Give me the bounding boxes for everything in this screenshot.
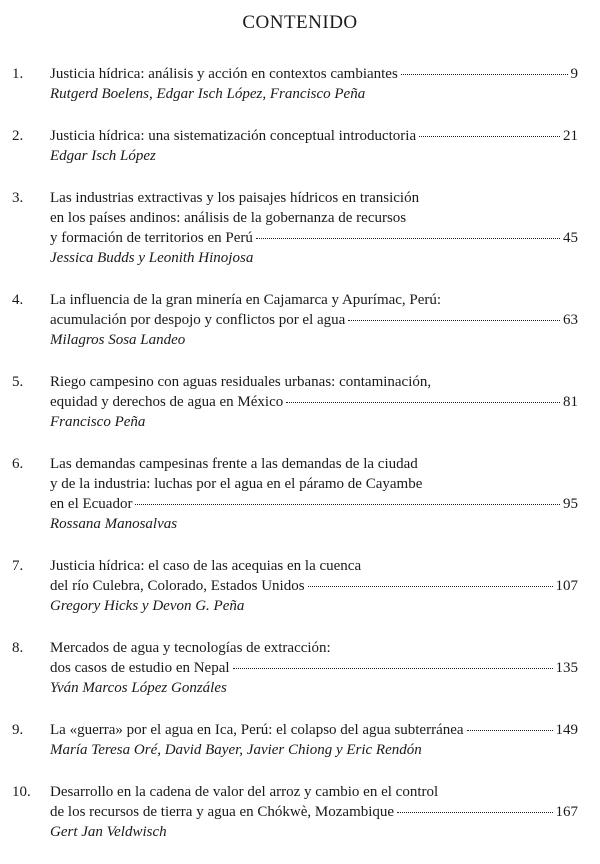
entry-number: 1.: [12, 66, 24, 82]
page-number: 81: [563, 394, 578, 410]
entry-number: 2.: [12, 128, 24, 144]
entry-title-text: Justicia hídrica: análisis y acción en contextos cambiantes: [50, 66, 398, 82]
entry-title-text: dos casos de estudio en Nepal: [50, 660, 230, 676]
entry-title-line: Desarrollo en la cadena de valor del arroz y cambio en el control: [50, 784, 439, 800]
entry-body: [50, 290, 578, 350]
entry-title-line: [50, 720, 578, 740]
page-number: 135: [555, 660, 578, 676]
entry-number: 6.: [12, 456, 24, 472]
entry-body: [50, 782, 578, 842]
entry-authors: María Teresa Oré, David Bayer, Javier Chiong y Eric Rendón: [50, 742, 422, 758]
entry-authors: Milagros Sosa Landeo: [50, 332, 186, 348]
entry-authors: Gert Jan Veldwisch: [50, 824, 167, 840]
entry-authors: Jessica Budds y Leonith Hinojosa: [50, 250, 254, 266]
dot-leader: [135, 504, 560, 505]
entry-title-line: Las demandas campesinas frente a las demandas de la ciudad: [50, 456, 418, 472]
toc-entry: [0, 782, 600, 842]
entry-title-line: en los países andinos: análisis de la gobernanza de recursos: [50, 210, 407, 226]
toc-entry: [0, 372, 600, 432]
entry-title-text: en el Ecuador: [50, 496, 133, 512]
entry-number: 3.: [12, 190, 24, 206]
entry-number: 8.: [12, 640, 24, 656]
entry-number: 7.: [12, 558, 24, 574]
entry-title-text: de los recursos de tierra y agua en Chókwè, Mozambique: [50, 804, 395, 820]
page-number: 63: [563, 312, 578, 328]
toc-entry: [0, 638, 600, 698]
entry-title-line: [50, 802, 578, 822]
dot-leader: [419, 136, 560, 137]
page-number: 45: [563, 230, 578, 246]
entry-body: [50, 454, 578, 534]
entry-body: [50, 556, 578, 616]
dot-leader: [286, 402, 560, 403]
entry-body: [50, 126, 578, 166]
entry-title-text: equidad y derechos de agua en México: [50, 394, 284, 410]
entry-title-text: y formación de territorios en Perú: [50, 230, 253, 246]
page-title: CONTENIDO: [242, 12, 358, 33]
toc-entry: [0, 556, 600, 616]
toc-entry: [0, 720, 600, 760]
entry-title-line: [50, 392, 578, 412]
page-number: 167: [555, 804, 578, 820]
toc-entry: [0, 290, 600, 350]
dot-leader: [397, 812, 552, 813]
entry-body: [50, 188, 578, 268]
dot-leader: [256, 238, 560, 239]
entry-authors: Rossana Manosalvas: [50, 516, 178, 532]
dot-leader: [348, 320, 560, 321]
entry-authors: Rutgerd Boelens, Edgar Isch López, Francisco Peña: [50, 86, 366, 102]
entry-title-text: La «guerra» por el agua en Ica, Perú: el colapso del agua subterránea: [50, 722, 464, 738]
entry-title-line: Mercados de agua y tecnologías de extracción:: [50, 640, 331, 656]
entry-authors: Francisco Peña: [50, 414, 146, 430]
entry-title-line: [50, 494, 578, 514]
entry-title-line: [50, 126, 578, 146]
dot-leader: [467, 730, 553, 731]
entry-title-line: [50, 64, 578, 84]
page-number: 107: [555, 578, 578, 594]
entry-title-line: [50, 310, 578, 330]
entry-title-line: Las industrias extractivas y los paisajes hídricos en transición: [50, 190, 420, 206]
dot-leader: [401, 74, 568, 75]
entry-title-line: [50, 658, 578, 678]
entry-title-line: Justicia hídrica: el caso de las acequias en la cuenca: [50, 558, 362, 574]
entry-title-text: Justicia hídrica: una sistematización conceptual introductoria: [50, 128, 417, 144]
entry-body: [50, 64, 578, 104]
entry-body: [50, 372, 578, 432]
entry-body: [50, 720, 578, 760]
entry-number: 5.: [12, 374, 24, 390]
entry-title-text: del río Culebra, Colorado, Estados Unidos: [50, 578, 305, 594]
page-number: 149: [555, 722, 578, 738]
entry-title-line: y de la industria: luchas por el agua en el páramo de Cayambe: [50, 476, 423, 492]
toc-list: [0, 64, 600, 864]
toc-entry: [0, 126, 600, 166]
dot-leader: [233, 668, 553, 669]
entry-number: 9.: [12, 722, 24, 738]
entry-title-text: acumulación por despojo y conflictos por el agua: [50, 312, 346, 328]
page-number: 21: [563, 128, 578, 144]
dot-leader: [308, 586, 553, 587]
entry-number: 10.: [12, 784, 31, 800]
toc-entry: [0, 454, 600, 534]
toc-entry: [0, 188, 600, 268]
entry-title-line: [50, 576, 578, 596]
entry-title-line: La influencia de la gran minería en Cajamarca y Apurímac, Perú:: [50, 292, 442, 308]
entry-authors: Yván Marcos López Gonzáles: [50, 680, 227, 696]
entry-title-line: [50, 228, 578, 248]
page-number: 95: [563, 496, 578, 512]
entry-body: [50, 638, 578, 698]
entry-authors: Gregory Hicks y Devon G. Peña: [50, 598, 245, 614]
entry-number: 4.: [12, 292, 24, 308]
toc-entry: [0, 64, 600, 104]
entry-authors: Edgar Isch López: [50, 148, 156, 164]
page-number: 9: [570, 66, 578, 82]
entry-title-line: Riego campesino con aguas residuales urbanas: contaminación,: [50, 374, 432, 390]
